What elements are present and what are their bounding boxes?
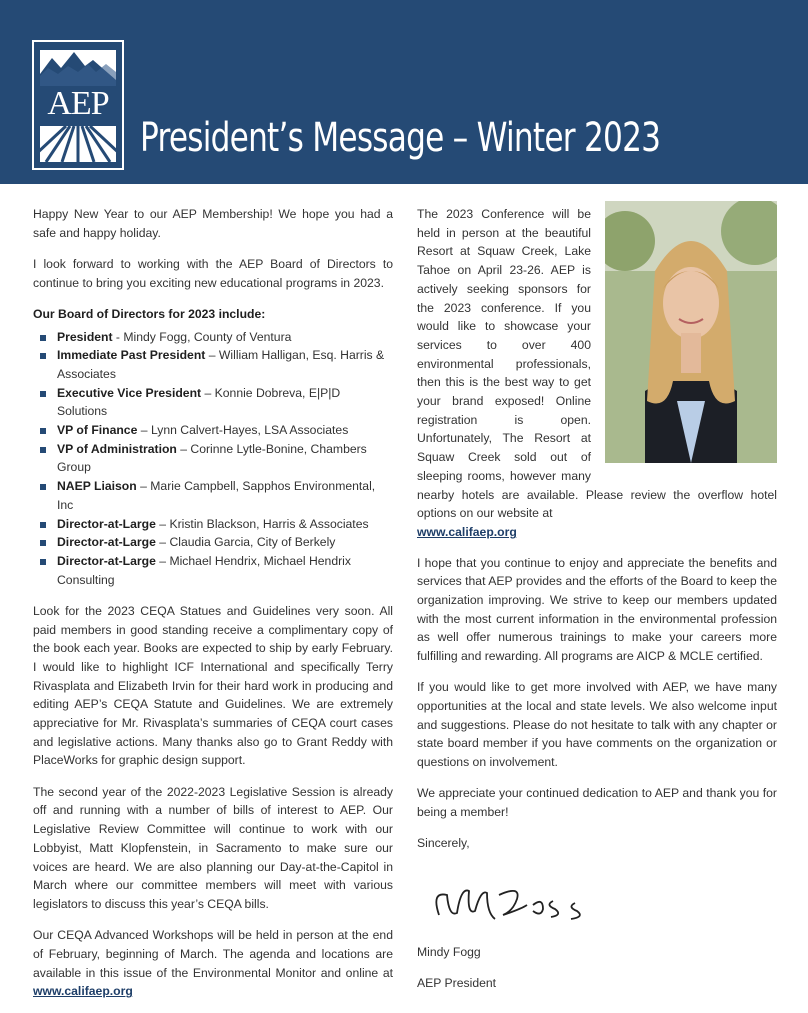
board-item-executive-vp — [33, 384, 393, 421]
board-item-director-at-large — [33, 515, 393, 534]
thanks-paragraph: We appreciate your continued dedication to AEP and thank you for being a member! — [417, 786, 777, 820]
board-member: Claudia Garcia, City of Berkely — [169, 535, 336, 550]
benefits-paragraph: I hope that you continue to enjoy and appreciate the benefits and services that AEP provides and the efforts of the Board to keep the organization improving. We strive to keep our members updated with the most current information in the environmental profession as well offer numerous trainings to make your careers more fulfilling and rewarding. All programs are AICP & MCLE certified. — [417, 555, 777, 664]
workshops-text: Our CEQA Advanced Workshops will be held in person at the end of February, beginning of March. The agenda and locations are available in this issue of the Environmental Monitor and online at — [33, 928, 393, 980]
board-item-vp-administration — [33, 440, 393, 477]
header-banner — [0, 0, 808, 184]
signer-title: AEP President — [417, 976, 497, 991]
board-member: Lynn Calvert-Hayes, LSA Associates — [150, 423, 349, 438]
right-column — [417, 205, 777, 1005]
board-member: William Halligan, Esq. Harris & Associates — [57, 348, 385, 381]
intro-paragraph-2: I look forward to working with the AEP Board of Directors to continue to bring you exciting new educational programs in 2023. — [33, 256, 393, 290]
board-role: Director-at-Large — [57, 535, 156, 550]
president-photo — [605, 201, 777, 463]
board-item-president — [33, 328, 393, 347]
board-item-director-at-large — [33, 533, 393, 552]
involvement-paragraph: If you would like to get more involved with AEP, we have many opportunities at the local and state levels. We also welcome input and suggestions. Please do not hesitate to talk with any chapter or state board member if you have comments on the organization or questions on involvement. — [417, 680, 777, 770]
board-separator: - — [112, 329, 124, 344]
page-title: President’s Message – Winter 2023 — [140, 115, 661, 161]
signature — [425, 875, 777, 933]
website-link[interactable]: www.califaep.org — [417, 524, 517, 539]
legislative-paragraph: The second year of the 2022-2023 Legislative Session is already off and running with a number of bills of interest to AEP. Our Legislative Review Committee will continue to work with our Lobbyist, Matt Klopfenstein, in Sacramento to make sure our voices are heard. We are also planning our Day-at-the-Capitol in March where our committee members will meet with various legislators to discuss this year’s CEQA bills. — [33, 784, 393, 911]
board-separator: – — [205, 348, 219, 363]
board-separator: – — [155, 535, 170, 550]
board-role: President — [57, 329, 113, 344]
board-role: Immediate Past President — [57, 348, 206, 363]
board-member: Mindy Fogg, County of Ventura — [123, 329, 292, 344]
board-member: Corinne Lytle-Bonine, Chambers Group — [57, 441, 367, 475]
board-member: Konnie Dobreva, E|P|D Solutions — [57, 385, 341, 419]
workshops-paragraph — [33, 926, 393, 1001]
website-link[interactable]: www.califaep.org — [33, 984, 133, 999]
board-separator: – — [155, 553, 170, 568]
ceqa-paragraph: Look for the 2023 CEQA Statues and Guidelines very soon. All paid members in good standing receive a complimentary copy of the book each year. Books are expected to ship by early February. I would like to highlight ICF International and specifically Terry Rivasplata and Elizabeth Irvin for their hard work in producing and editing AEP’s CEQA Statute and Guidelines. We are extremely appreciative for Mr. Rivasplata’s summaries of CEQA court cases and legislative actions. Many thanks also go to Grant Reddy with PlaceWorks for graphic design support. — [33, 603, 393, 768]
board-separator: – — [137, 423, 151, 438]
board-separator: – — [136, 479, 151, 494]
board-item-naep-liaison — [33, 477, 393, 514]
logo-text: AEP — [47, 85, 109, 122]
board-member: Marie Campbell, Sapphos Environmental, Inc — [57, 479, 376, 512]
board-item-past-president — [33, 346, 393, 383]
board-item-vp-finance — [33, 421, 393, 440]
signature-image — [425, 875, 595, 933]
board-member: Kristin Blackson, Harris & Associates — [169, 516, 369, 531]
board-item-director-at-large — [33, 552, 393, 589]
board-role: Executive Vice President — [57, 385, 202, 400]
board-separator: – — [201, 385, 215, 400]
board-role: VP of Finance — [57, 423, 138, 438]
board-list — [33, 328, 393, 590]
board-role: NAEP Liaison — [57, 479, 137, 494]
intro-paragraph-1: Happy New Year to our AEP Membership! We hope you had a safe and happy holiday. — [33, 207, 393, 240]
board-role: VP of Administration — [57, 441, 177, 456]
closing: Sincerely, — [417, 836, 470, 851]
board-role: Director-at-Large — [57, 516, 156, 531]
aep-logo — [32, 40, 124, 170]
conference-text: The 2023 Conference will be held in person at the beautiful Resort at Squaw Creek, Lake Tahoe on April 23-26. AEP is actively seeking sponsors for the 2023 conference. If you would like to showcase your services to over 400 environmental professionals, then this is the best way to get your brand exposed! Online registration is open. Unfortunately, The Resort at Squaw Creek sold out of sleeping rooms, however many nearby hotels are available. Please review the overflow hotel options on our website at — [417, 207, 777, 521]
left-column — [33, 205, 393, 1013]
board-separator: – — [155, 516, 170, 531]
board-heading: Our Board of Directors for 2023 include: — [33, 306, 266, 321]
board-role: Director-at-Large — [57, 553, 156, 568]
portrait-image — [605, 201, 777, 463]
board-separator: – — [176, 441, 191, 456]
signer-name: Mindy Fogg — [417, 945, 481, 959]
board-member: Michael Hendrix, Michael Hendrix Consulting — [57, 553, 351, 587]
